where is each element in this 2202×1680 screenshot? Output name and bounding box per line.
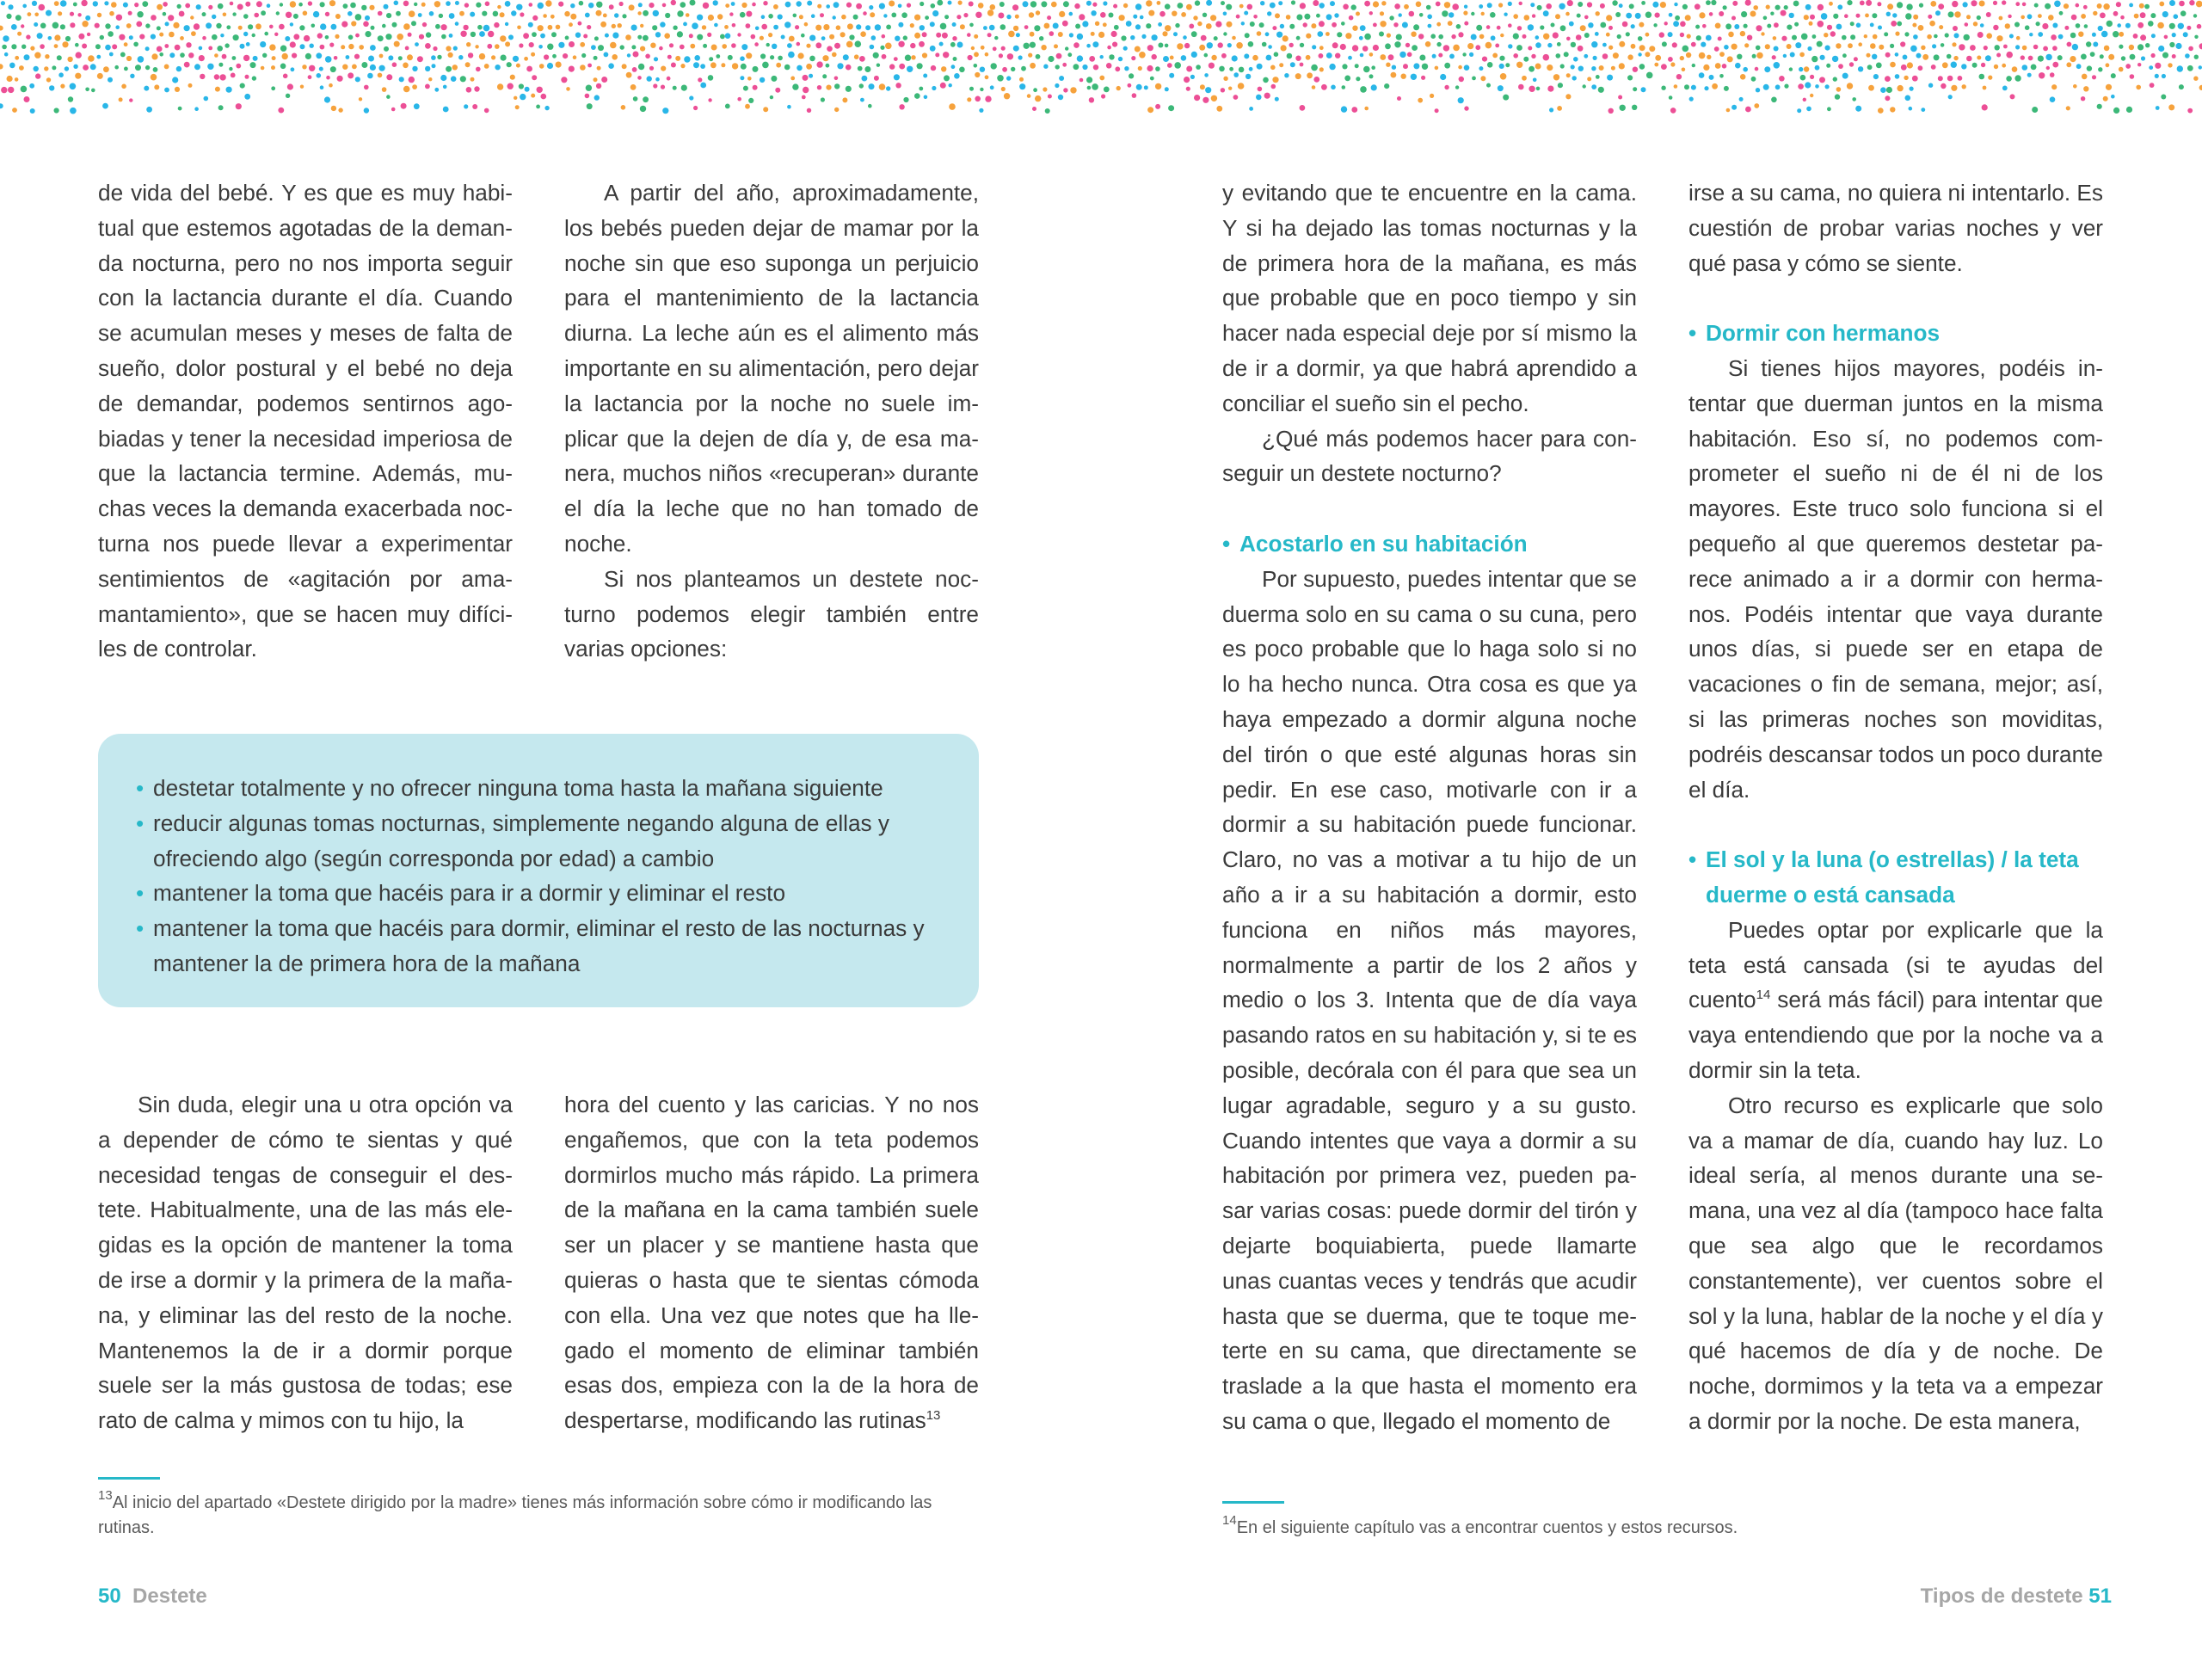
column-1-top	[98, 175, 513, 667]
subheading: • El sol y la luna (o estrellas) / la teta duerme o está cansada	[1688, 842, 2103, 913]
folio-right	[1921, 1585, 2112, 1609]
bullet-icon: •	[136, 915, 145, 942]
folio-left	[98, 1585, 207, 1609]
paragraph: ¿Qué más podemos hacer para conseguir un destete nocturno?	[1222, 425, 1637, 487]
column-1-bottom	[98, 1087, 513, 1438]
footnote: $^{14}$En el siguiente capítulo vas a encontrar cuentos y estos recursos.	[1222, 1513, 1738, 1537]
paragraph: Si nos planteamos un destete nocturno podemos elegir también entre varias opciones:	[564, 565, 979, 662]
page-number: 50	[98, 1585, 121, 1608]
list-item: • reducir algunas tomas nocturnas, simplemente negando alguna de ellas y ofreciendo algo (según corresponda por edad) a cambio	[136, 806, 962, 877]
list-item: • mantener la toma que hacéis para dormir, eliminar el resto de las nocturnas y mantener la de primera hora de la mañana	[136, 911, 962, 982]
bullet-icon: •	[1222, 530, 1231, 557]
list-item: • mantener la toma que hacéis para ir a dormir y eliminar el resto	[136, 876, 962, 911]
options-list	[136, 771, 962, 982]
confetti-dot-border	[0, 0, 2202, 120]
paragraph: Si tienes hijos mayores, podéis intentar que duerman juntos en la misma habitación. Eso sí, no podemos comprometer el sueño ni de él ni de los mayores. Este truco solo funciona si el pequeño al que queremos destetar parece animado a ir a dormir con hermanos. Podéis intentar que vaya durante unos días, si puede ser en etapa de vacaciones o fin de semana, mejor; así, si las primeras noches son moviditas, podréis descansar todos un poco durante el día.	[1688, 354, 2103, 803]
paragraph: Por supuesto, puedes intentar que se duerma solo en su cama o su cuna, pero es poco probable que lo haga solo si no lo ha hecho nunca. Otra cosa es que ya haya empezado a dormir alguna noche del tirón o que esté algunas horas sin pedir. En ese caso, motivarle con ir a dormir a su habitación puede funcionar. Claro, no vas a motivar a tu hijo de un año a ir a su habitación a dormir, esto funciona en niños más mayores, normalmente a partir de los 2 años y medio o los 3. Intenta que de día vaya pasando ratos en su habitación y, si te es posible, decórala con él para que sea un lugar agradable, seguro y a su gusto. Cuando intentes que vaya a dormir a su habitación por primera vez, pueden pasar varias cosas: puede dormir del tirón y dejarte boquiabierta, puede llamarte unas cuantas veces y tendrás que acudir hasta que se duerma, que te toque meterte en su cama, que directamente se traslade a la que hasta el momento era su cama o que, llegado el momento de	[1222, 565, 1637, 1434]
bullet-icon: •	[136, 809, 145, 836]
paragraph: irse a su cama, no quiera ni intentarlo. Es cuestión de probar varias noches y ver qué pasa y cómo se siente.	[1688, 180, 2103, 276]
section-title: Tipos de destete	[1920, 1585, 2083, 1608]
footnote: $^{13}$Al inicio del apartado «Destete dirigido por la madre» tienes más información sobre cómo ir modificando las rutinas.	[98, 1488, 932, 1537]
paragraph: Sin duda, elegir una u otra opción va a depender de cómo te sientas y qué necesidad tengas de conseguir el destete. Habitualmente, una de las más elegidas es la opción de mantener la toma de irse a dormir y la primera de la mañana, y eliminar las del resto de la noche. Mantenemos la de ir a dormir porque suele ser la más gustosa de todas; ese rato de calma y mimos con tu hijo, la	[98, 1092, 513, 1434]
paragraph: y evitando que te encuentre en la cama. Y si ha dejado las tomas nocturnas y la de primera hora de la mañana, es más que probable que en poco tiempo y sin hacer nada especial deje por sí mismo la de ir a dormir, ya que habrá aprendido a conciliar el sueño sin el pecho.	[1222, 180, 1637, 416]
section-title: Destete	[132, 1585, 207, 1608]
column-2-top	[564, 175, 979, 667]
bullet-icon: •	[1688, 846, 1697, 873]
bullet-icon: •	[1688, 320, 1697, 347]
bullet-icon: •	[136, 880, 145, 907]
paragraph: A partir del año, aproximadamente, los bebés pueden dejar de mamar por la noche sin que eso suponga un perjuicio para el mantenimiento de la lactancia diurna. La leche aún es el alimento más importante en su alimentación, pero dejar la lactancia por la noche no suele implicar que la dejen de día y, de esa manera, muchos niños «recuperan» durante el día la leche que no han tomado de noche.	[564, 180, 979, 557]
options-box	[98, 734, 979, 1007]
bullet-icon: •	[136, 775, 145, 801]
page-number: 51	[2088, 1585, 2112, 1608]
footnote-ref: 14	[1756, 988, 1771, 1003]
subheading: • Acostarlo en su habitación	[1222, 526, 1637, 562]
column-4	[1688, 175, 2103, 1439]
footnote-rule	[98, 1477, 160, 1480]
list-item: • destetar totalmente y no ofrecer ninguna toma hasta la mañana siguiente	[136, 771, 962, 806]
column-3	[1222, 175, 1637, 1439]
footnote-rule	[1222, 1501, 1284, 1504]
paragraph: hora del cuento y las caricias. Y no nos engañemos, que con la teta podemos dormirlos mucho más rápido. La primera de la mañana en la cama también suele ser un placer y se mantiene hasta que quieras o hasta que te sientas cómoda con ella. Una vez que notes que ha llegado el momento de eliminar también esas dos, empieza con la de la hora de despertarse, modificando las rutinas$^{13}$	[564, 1092, 979, 1434]
paragraph: de vida del bebé. Y es que es muy habitual que estemos agotadas de la demanda nocturna, pero no nos importa seguir con la lactancia durante el día. Cuando se acumulan meses y meses de falta de sueño, dolor postural y el bebé no deja de demandar, podemos sentirnos agobiadas y tener la necesidad imperiosa de que la lactancia termine. Además, muchas veces la demanda exacerbada nocturna nos puede llevar a experimentar sentimientos de «agitación por amamantamiento», que se hacen muy difíciles de controlar.	[98, 180, 513, 662]
footnote-ref: 13	[926, 1408, 941, 1424]
column-2-bottom	[564, 1087, 979, 1438]
paragraph: Otro recurso es explicarle que solo va a mamar de día, cuando hay luz. Lo ideal sería, al menos durante una semana, una vez al día (tampoco hace falta que sea algo que le recordamos constantemente), ver cuentos sobre el sol y la luna, hablar de la noche y el día y qué hacemos de día y de noche. De noche, dormimos y la teta va a empezar a dormir por la noche. De esta manera,	[1688, 1092, 2103, 1434]
paragraph: Puedes optar por explicarle que la teta está cansada (si te ayudas del cuento$^{14}$ será más fácil) para intentar que vaya entendiendo que por la noche va a dormir sin la teta.	[1688, 916, 2103, 1083]
subheading: • Dormir con hermanos	[1688, 316, 2103, 351]
